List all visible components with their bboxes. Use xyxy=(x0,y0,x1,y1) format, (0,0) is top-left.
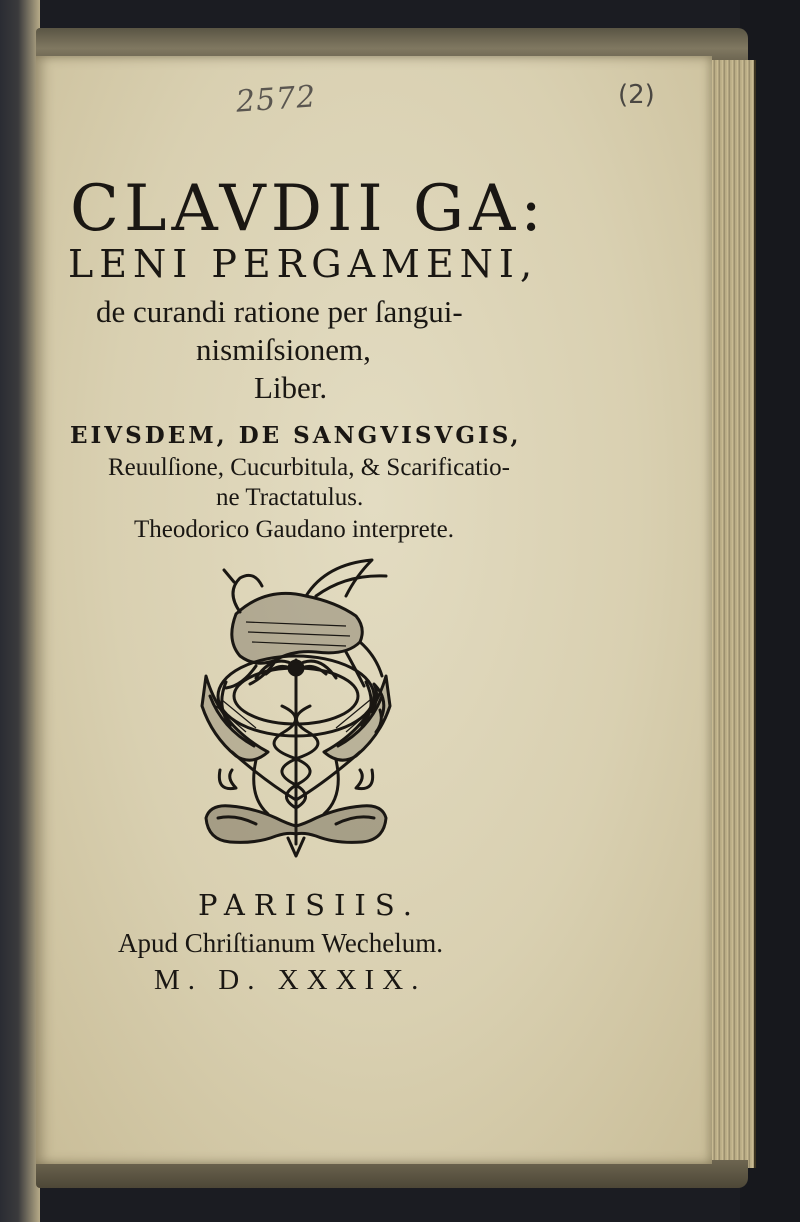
folio-annotation: (2) xyxy=(618,80,655,110)
pegasus-caduceus-woodcut-icon xyxy=(196,556,396,862)
translator-line: Theodorico Gaudano interprete. xyxy=(134,516,455,543)
imprint-date: M. D. XXXIX. xyxy=(154,964,427,996)
subtitle-line-3: ne Tractatulus. xyxy=(216,484,364,511)
title-line-1: CLAVDII GA: xyxy=(70,172,547,246)
imprint-printer: Apud Chriſtianum Wechelum. xyxy=(118,928,444,958)
shelfmark-annotation: 2572 xyxy=(234,79,318,120)
title-line-3: de curandi ratione per ſangui- xyxy=(96,294,463,329)
imprint-city: PARISIIS. xyxy=(198,888,421,922)
title-line-2: LENI PERGAMENI, xyxy=(68,242,539,286)
title-page xyxy=(36,56,712,1164)
page-edges xyxy=(706,60,756,1168)
title-line-4: nismiſsionem, xyxy=(196,332,371,367)
backdrop-left xyxy=(0,0,40,1222)
title-line-5: Liber. xyxy=(254,370,328,405)
binding-bottom xyxy=(36,1160,748,1188)
subtitle-line-2: Reuulſione, Cucurbitula, & Scarificatio- xyxy=(108,454,510,481)
subtitle-line-1: EIVSDEM, DE SANGVISVGIS, xyxy=(70,422,522,449)
